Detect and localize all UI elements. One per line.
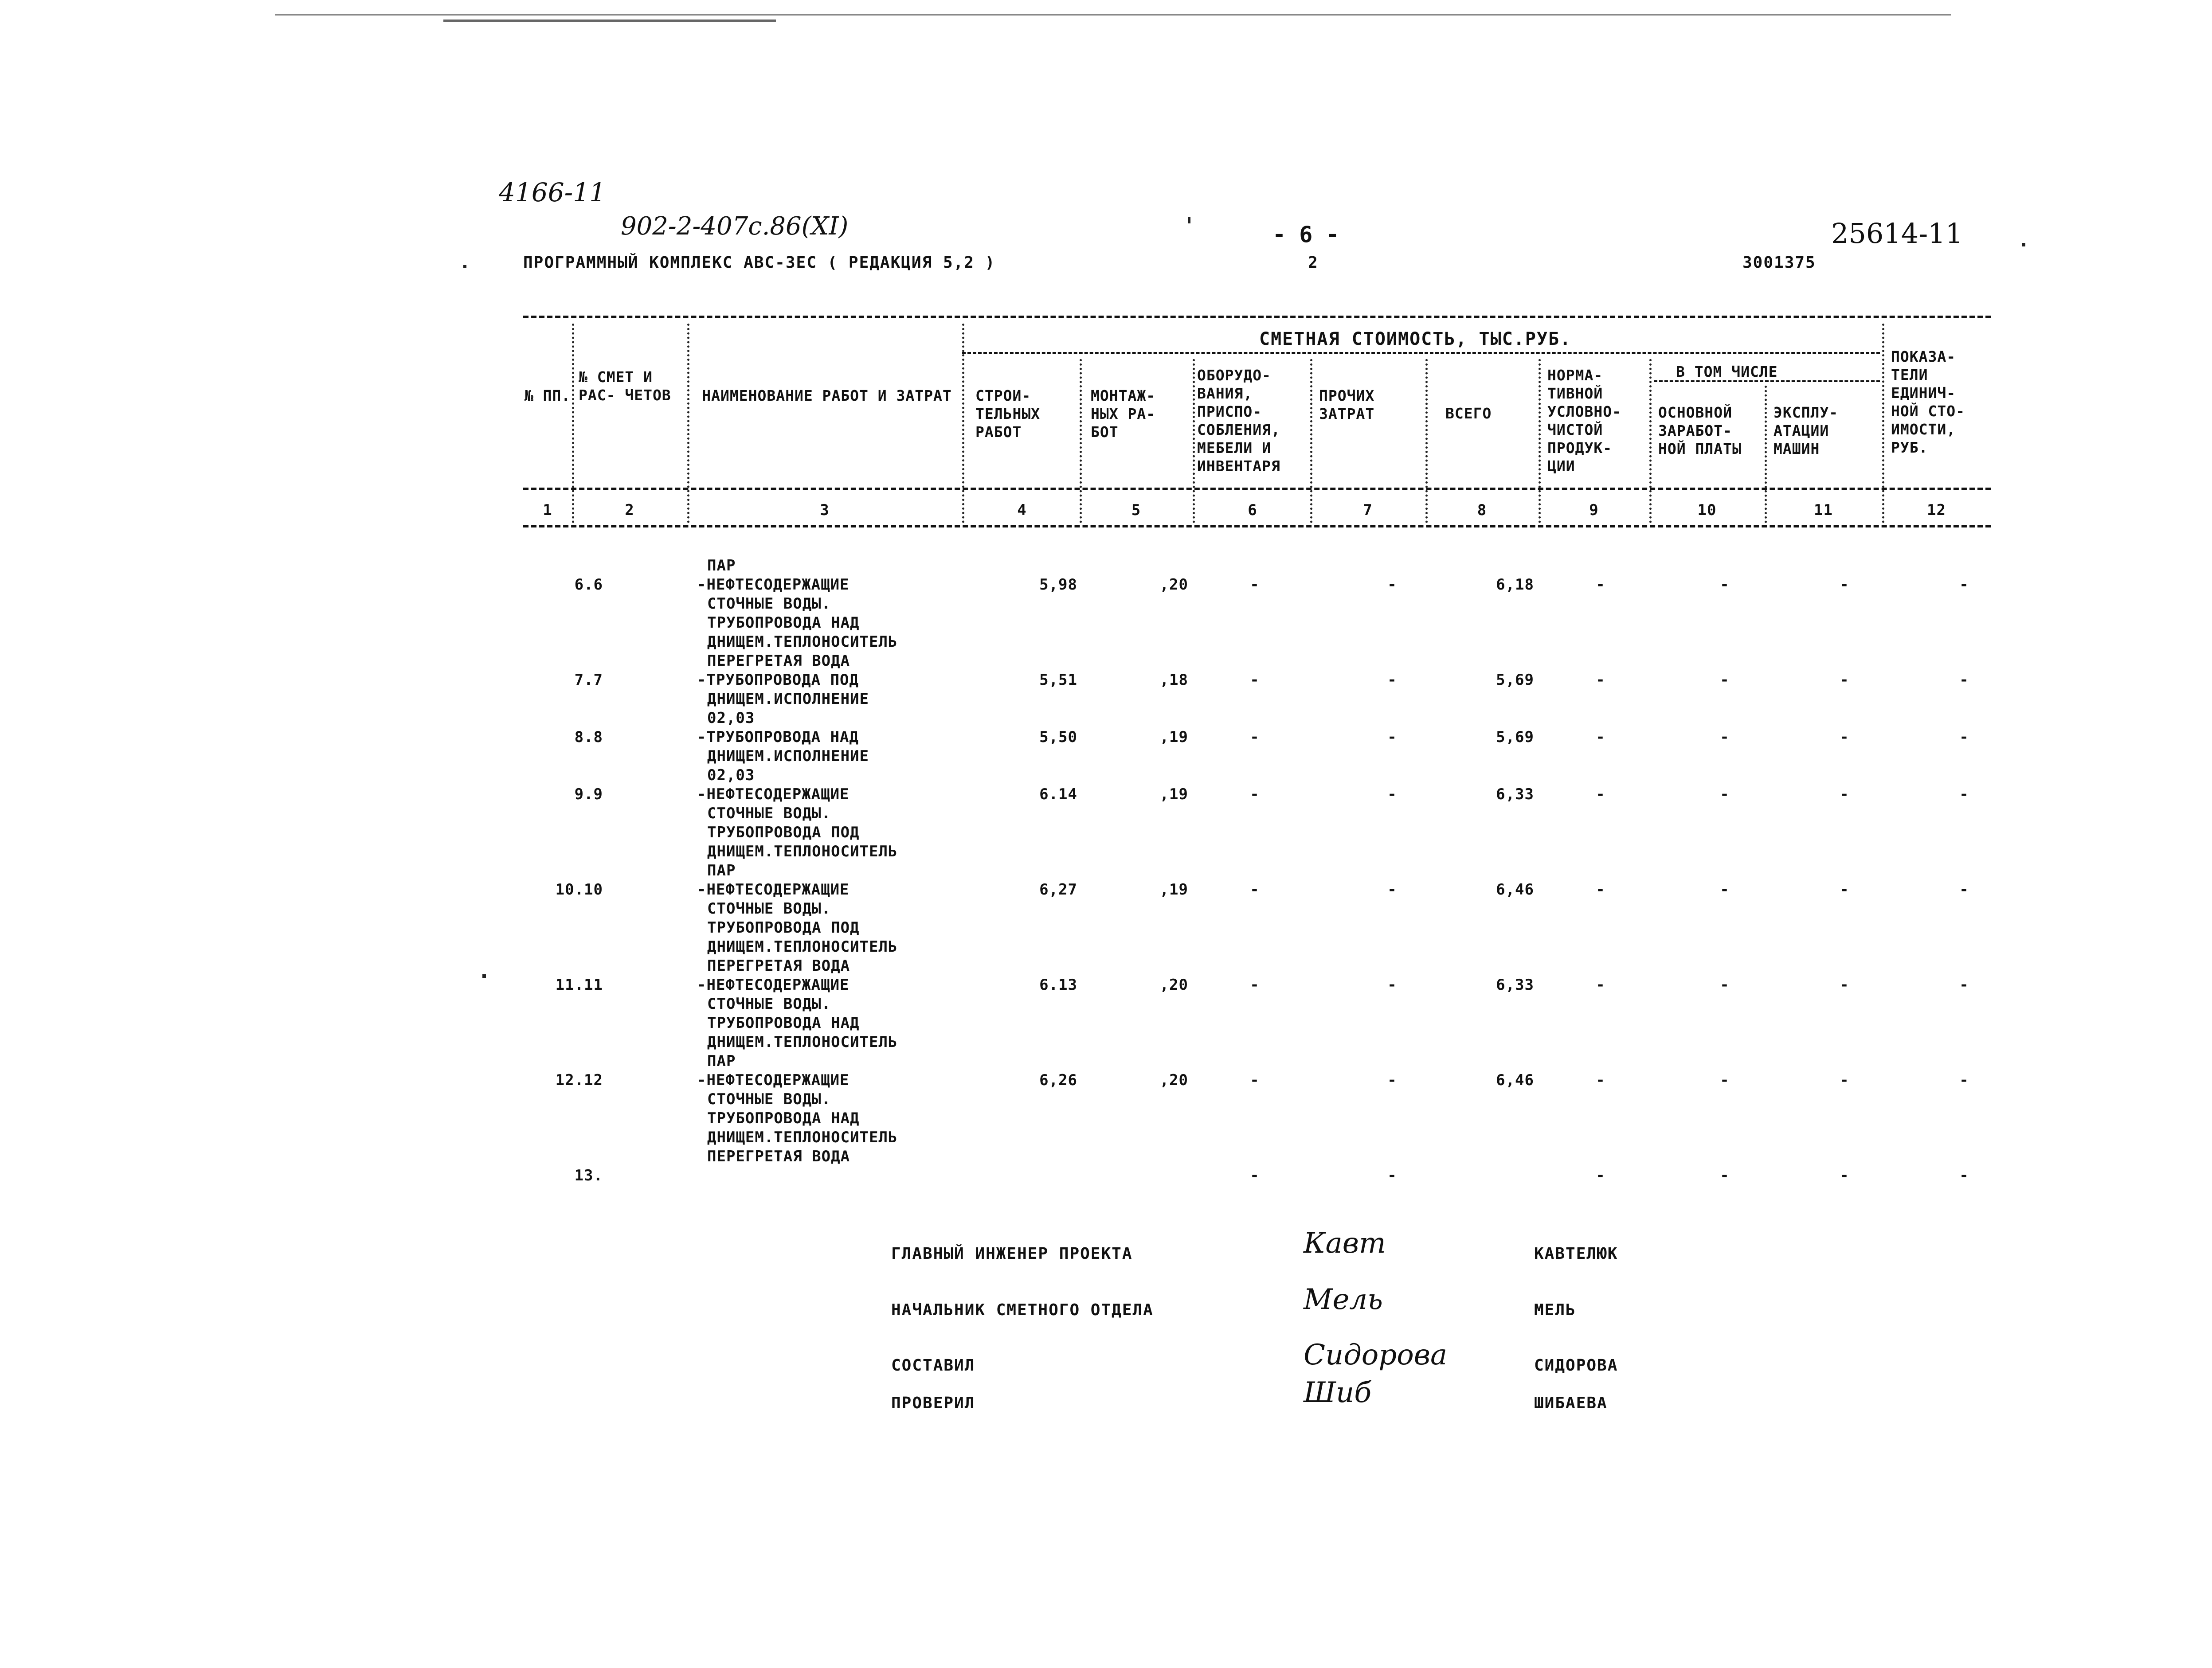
group-rule bbox=[962, 352, 1880, 354]
work-name-line: ПЕРЕГРЕТАЯ ВОДА bbox=[707, 652, 850, 670]
work-name-line: ПАР bbox=[707, 1052, 736, 1070]
cell-zarplata: - bbox=[1720, 881, 1730, 898]
col-sep bbox=[1193, 359, 1195, 523]
scan-speck bbox=[1188, 217, 1190, 223]
col-header-4: СТРОИ- ТЕЛЬНЫХ РАБОТ bbox=[975, 387, 1041, 441]
cell-pokaz: - bbox=[1959, 576, 1969, 594]
cell-mashin: - bbox=[1840, 1071, 1849, 1089]
cell-prochie: - bbox=[1387, 976, 1397, 994]
cell-vsego: 6,46 bbox=[1496, 1071, 1534, 1089]
work-name-line: ТРУБОПРОВОДА ПОД bbox=[707, 824, 860, 841]
scan-edge-line bbox=[443, 20, 776, 22]
cell-norm: - bbox=[1596, 576, 1605, 594]
cell-zarplata: - bbox=[1720, 576, 1730, 594]
work-name-line: ДНИЩЕМ.ТЕПЛОНОСИТЕЛЬ bbox=[707, 1129, 898, 1146]
work-name-line: -НЕФТЕСОДЕРЖАЩИЕ bbox=[697, 1071, 850, 1089]
work-name-line: -ТРУБОПРОВОДА НАД bbox=[697, 728, 859, 746]
cell-oborud: - bbox=[1250, 1167, 1260, 1184]
cell-montazh: ,18 bbox=[1159, 671, 1188, 689]
cell-mashin: - bbox=[1840, 671, 1849, 689]
col-number: 2 bbox=[625, 501, 634, 519]
row-number: 12.12 bbox=[555, 1071, 603, 1089]
cell-mashin: - bbox=[1840, 976, 1849, 994]
cell-stroit: 6.13 bbox=[1039, 976, 1077, 994]
cell-montazh: ,20 bbox=[1159, 1071, 1188, 1089]
col-number: 12 bbox=[1927, 501, 1946, 519]
cell-norm: - bbox=[1596, 785, 1605, 803]
cell-norm: - bbox=[1596, 1167, 1605, 1184]
col-sep bbox=[1882, 324, 1884, 523]
program-line: ПРОГРАММНЫЙ КОМПЛЕКС АВС-ЗЕС ( РЕДАКЦИЯ 5,2 ) bbox=[523, 254, 996, 272]
row-number: 6.6 bbox=[574, 576, 603, 594]
page-number: - 6 - bbox=[1272, 222, 1339, 247]
signature-role: ГЛАВНЫЙ ИНЖЕНЕР ПРОЕКТА bbox=[891, 1245, 1133, 1263]
col-header-7: ПРОЧИХ ЗАТРАТ bbox=[1319, 387, 1375, 422]
carry-over-line: ПАР bbox=[707, 557, 736, 574]
work-name-line: ТРУБОПРОВОДА НАД bbox=[707, 614, 860, 632]
work-name-line: 02,03 bbox=[707, 709, 755, 727]
signature-role: СОСТАВИЛ bbox=[891, 1356, 975, 1375]
signature-role: ПРОВЕРИЛ bbox=[891, 1394, 975, 1412]
col-number: 8 bbox=[1477, 501, 1487, 519]
cell-zarplata: - bbox=[1720, 671, 1730, 689]
work-name-line: 02,03 bbox=[707, 766, 755, 784]
cell-norm: - bbox=[1596, 976, 1605, 994]
work-name-line: ДНИЩЕМ.ТЕПЛОНОСИТЕЛЬ bbox=[707, 633, 898, 651]
cell-stroit: 6.14 bbox=[1039, 785, 1077, 803]
signature-name: ШИБАЕВА bbox=[1534, 1394, 1608, 1412]
col-number: 10 bbox=[1697, 501, 1717, 519]
col-header-3: НАИМЕНОВАНИЕ РАБОТ И ЗАТРАТ bbox=[702, 387, 952, 404]
work-name-line: ДНИЩЕМ.ИСПОЛНЕНИЕ bbox=[707, 690, 869, 708]
work-name-line: ТРУБОПРОВОДА ПОД bbox=[707, 919, 860, 937]
col-header-6: ОБОРУДО- ВАНИЯ, ПРИСПО- СОБЛЕНИЯ, МЕБЕЛИ И ИНВЕНТАРЯ bbox=[1197, 367, 1280, 475]
cell-vsego: 6,46 bbox=[1496, 881, 1534, 898]
cell-oborud: - bbox=[1250, 671, 1260, 689]
work-name-line: -НЕФТЕСОДЕРЖАЩИЕ bbox=[697, 785, 850, 803]
work-name-line: ПЕРЕГРЕТАЯ ВОДА bbox=[707, 957, 850, 975]
work-name-line: ДНИЩЕМ.ТЕПЛОНОСИТЕЛЬ bbox=[707, 938, 898, 956]
project-code: 902-2-407с.86(XI) bbox=[621, 212, 849, 241]
cell-prochie: - bbox=[1387, 785, 1397, 803]
scan-edge-line bbox=[275, 14, 1951, 16]
col-number: 11 bbox=[1814, 501, 1833, 519]
work-name-line: СТОЧНЫЕ ВОДЫ. bbox=[707, 595, 831, 613]
cell-pokaz: - bbox=[1959, 881, 1969, 898]
corner-mark: 4166-11 bbox=[499, 177, 606, 207]
cell-montazh: ,19 bbox=[1159, 785, 1188, 803]
col-sep bbox=[687, 324, 689, 523]
cell-mashin: - bbox=[1840, 576, 1849, 594]
handwritten-signature: Кавт bbox=[1304, 1227, 1386, 1260]
cell-montazh: ,20 bbox=[1159, 576, 1188, 594]
col-number: 9 bbox=[1589, 501, 1599, 519]
cell-pokaz: - bbox=[1959, 1071, 1969, 1089]
row-number: 9.9 bbox=[574, 785, 603, 803]
cell-oborud: - bbox=[1250, 976, 1260, 994]
cell-zarplata: - bbox=[1720, 1071, 1730, 1089]
work-name-line: -НЕФТЕСОДЕРЖАЩИЕ bbox=[697, 576, 850, 594]
cell-pokaz: - bbox=[1959, 1167, 1969, 1184]
work-name-line: СТОЧНЫЕ ВОДЫ. bbox=[707, 805, 831, 822]
row-number: 11.11 bbox=[555, 976, 603, 994]
scan-speck bbox=[482, 974, 486, 978]
col-header-11: ЭКСПЛУ- АТАЦИИ МАШИН bbox=[1774, 404, 1839, 457]
cell-zarplata: - bbox=[1720, 1167, 1730, 1184]
cell-oborud: - bbox=[1250, 1071, 1260, 1089]
col-number: 3 bbox=[820, 501, 830, 519]
cell-pokaz: - bbox=[1959, 671, 1969, 689]
col-header-2: № СМЕТ И РАС- ЧЕТОВ bbox=[579, 368, 671, 404]
in-that-number: В ТОМ ЧИСЛЕ bbox=[1676, 363, 1778, 380]
cell-stroit: 5,51 bbox=[1039, 671, 1077, 689]
header-bottom-rule bbox=[523, 488, 1991, 490]
work-name-line: -ТРУБОПРОВОДА ПОД bbox=[697, 671, 859, 689]
cell-stroit: 6,27 bbox=[1039, 881, 1077, 898]
cell-prochie: - bbox=[1387, 671, 1397, 689]
cell-oborud: - bbox=[1250, 576, 1260, 594]
col-number: 7 bbox=[1363, 501, 1373, 519]
cell-vsego: 5,69 bbox=[1496, 671, 1534, 689]
cell-stroit: 5,98 bbox=[1039, 576, 1077, 594]
signature-role: НАЧАЛЬНИК СМЕТНОГО ОТДЕЛА bbox=[891, 1301, 1154, 1319]
cell-oborud: - bbox=[1250, 785, 1260, 803]
work-name-line: ДНИЩЕМ.ИСПОЛНЕНИЕ bbox=[707, 747, 869, 765]
work-name-line: СТОЧНЫЕ ВОДЫ. bbox=[707, 900, 831, 918]
work-name-line: -НЕФТЕСОДЕРЖАЩИЕ bbox=[697, 976, 850, 994]
cell-oborud: - bbox=[1250, 728, 1260, 746]
handwritten-signature: Мель bbox=[1304, 1283, 1383, 1316]
col-header-12: ПОКАЗА- ТЕЛИ ЕДИНИЧ- НОЙ СТО- ИМОСТИ, РУБ. bbox=[1891, 348, 1965, 456]
signature-name: СИДОРОВА bbox=[1534, 1356, 1618, 1375]
col-sep bbox=[1425, 359, 1428, 523]
colnum-bottom-rule bbox=[523, 525, 1991, 527]
col-number: 5 bbox=[1131, 501, 1141, 519]
col-header-9: НОРМА- ТИВНОЙ УСЛОВНО- ЧИСТОЙ ПРОДУК- ЦИИ bbox=[1547, 367, 1621, 475]
col-number: 6 bbox=[1248, 501, 1257, 519]
cell-prochie: - bbox=[1387, 576, 1397, 594]
row-number: 13. bbox=[574, 1167, 603, 1184]
signature-name: КАВТЕЛЮК bbox=[1534, 1245, 1618, 1263]
cell-pokaz: - bbox=[1959, 785, 1969, 803]
group-title: СМЕТНАЯ СТОИМОСТЬ, ТЫС.РУБ. bbox=[1259, 329, 1572, 349]
col-header-10: ОСНОВНОЙ ЗАРАБОТ- НОЙ ПЛАТЫ bbox=[1658, 404, 1742, 457]
cell-zarplata: - bbox=[1720, 728, 1730, 746]
cell-vsego: 6,33 bbox=[1496, 976, 1534, 994]
cell-vsego: 6,33 bbox=[1496, 785, 1534, 803]
col-header-5: МОНТАЖ- НЫХ РА- БОТ bbox=[1091, 387, 1156, 441]
cell-prochie: - bbox=[1387, 1167, 1397, 1184]
work-name-line: СТОЧНЫЕ ВОДЫ. bbox=[707, 995, 831, 1013]
cell-pokaz: - bbox=[1959, 976, 1969, 994]
work-name-line: -НЕФТЕСОДЕРЖАЩИЕ bbox=[697, 881, 850, 898]
doc-number: 3001375 bbox=[1742, 254, 1816, 272]
scan-speck bbox=[463, 265, 466, 268]
sheet-code: 25614-11 bbox=[1831, 217, 1963, 250]
row-number: 8.8 bbox=[574, 728, 603, 746]
cell-prochie: - bbox=[1387, 728, 1397, 746]
cell-prochie: - bbox=[1387, 881, 1397, 898]
cell-norm: - bbox=[1596, 728, 1605, 746]
col-sep bbox=[1080, 359, 1082, 523]
col-sep bbox=[962, 324, 964, 523]
col-sep bbox=[1310, 359, 1312, 523]
col-sep bbox=[1539, 359, 1541, 523]
cell-norm: - bbox=[1596, 1071, 1605, 1089]
cell-stroit: 6,26 bbox=[1039, 1071, 1077, 1089]
cell-oborud: - bbox=[1250, 881, 1260, 898]
col-number: 4 bbox=[1017, 501, 1027, 519]
work-name-line: ТРУБОПРОВОДА НАД bbox=[707, 1014, 860, 1032]
cell-vsego: 6,18 bbox=[1496, 576, 1534, 594]
cell-mashin: - bbox=[1840, 881, 1849, 898]
cell-zarplata: - bbox=[1720, 785, 1730, 803]
col-header-1: № ПП. bbox=[524, 387, 571, 404]
work-name-line: ДНИЩЕМ.ТЕПЛОНОСИТЕЛЬ bbox=[707, 1033, 898, 1051]
signature-name: МЕЛЬ bbox=[1534, 1301, 1576, 1319]
work-name-line: СТОЧНЫЕ ВОДЫ. bbox=[707, 1090, 831, 1108]
cell-prochie: - bbox=[1387, 1071, 1397, 1089]
sub-number: 2 bbox=[1308, 254, 1318, 272]
cell-montazh: ,19 bbox=[1159, 728, 1188, 746]
handwritten-signature: Сидорова bbox=[1304, 1339, 1448, 1371]
cell-norm: - bbox=[1596, 671, 1605, 689]
cell-mashin: - bbox=[1840, 1167, 1849, 1184]
cell-montazh: ,19 bbox=[1159, 881, 1188, 898]
cell-montazh: ,20 bbox=[1159, 976, 1188, 994]
work-name-line: ПАР bbox=[707, 862, 736, 879]
table-top-rule bbox=[523, 316, 1991, 318]
cell-stroit: 5,50 bbox=[1039, 728, 1077, 746]
cell-mashin: - bbox=[1840, 728, 1849, 746]
work-name-line: ТРУБОПРОВОДА НАД bbox=[707, 1109, 860, 1127]
col-sep bbox=[572, 324, 574, 523]
cell-mashin: - bbox=[1840, 785, 1849, 803]
cell-vsego: 5,69 bbox=[1496, 728, 1534, 746]
col-number: 1 bbox=[543, 501, 552, 519]
scan-speck bbox=[2022, 243, 2025, 246]
col-header-8: ВСЕГО bbox=[1445, 405, 1492, 422]
cell-pokaz: - bbox=[1959, 728, 1969, 746]
handwritten-signature: Шиб bbox=[1304, 1376, 1372, 1409]
work-name-line: ПЕРЕГРЕТАЯ ВОДА bbox=[707, 1148, 850, 1165]
cell-norm: - bbox=[1596, 881, 1605, 898]
row-number: 10.10 bbox=[555, 881, 603, 898]
col-sep bbox=[1649, 359, 1652, 523]
cell-zarplata: - bbox=[1720, 976, 1730, 994]
row-number: 7.7 bbox=[574, 671, 603, 689]
work-name-line: ДНИЩЕМ.ТЕПЛОНОСИТЕЛЬ bbox=[707, 843, 898, 860]
